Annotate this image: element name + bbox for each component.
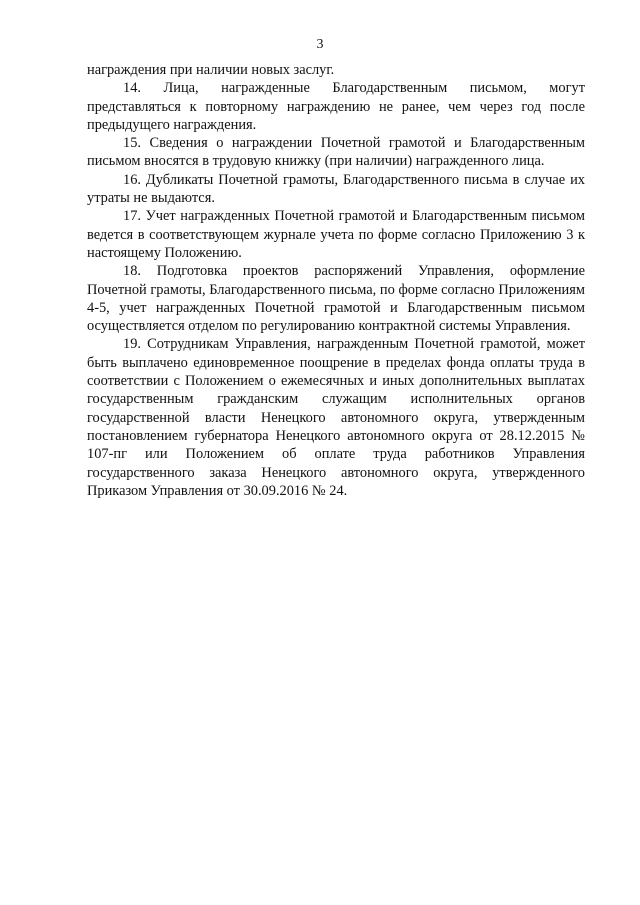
paragraph-14: 14. Лица, награжденные Благодарственным письмом, могут представляться к повторному награждению не ранее, чем через год после предыдущего награждения. [87, 80, 585, 133]
paragraph-15: 15. Сведения о награждении Почетной грамотой и Благодарственным письмом вносятся в трудовую книжку (при наличии) награжденного лица. [87, 135, 585, 170]
paragraph-19: 19. Сотрудникам Управления, награжденным Почетной грамотой, может быть выплачено единовременное поощрение в пределах фонда оплаты труда в соответствии с Положением о ежемесячных и иных дополнительных выплатах государственным гражданским служащим исполнительных органов государственной власти Ненецкого автономного округа, утвержденным постановлением губернатора Ненецкого автономного округа от 28.12.2015 № 107-пг или Положением об оплате труда работников Управления государственного заказа Ненецкого автономного округа, утвержденного Приказом Управления от 30.09.2016 № 24. [87, 336, 585, 499]
paragraph-18: 18. Подготовка проектов распоряжений Управления, оформление Почетной грамоты, Благодарственного письма, по форме согласно Приложениям 4-5, учет награжденных Почетной грамотой и Благодарственным письмом осуществляется отделом по регулированию контрактной системы Управления. [87, 263, 585, 335]
document-body [87, 61, 585, 500]
paragraph-13-continuation: награждения при наличии новых заслуг. [87, 62, 335, 78]
page-number: 3 [316, 37, 324, 52]
paragraph-16: 16. Дубликаты Почетной грамоты, Благодарственного письма в случае их утраты не выдаются. [87, 171, 585, 207]
paragraph-17: 17. Учет награжденных Почетной грамотой и Благодарственным письмом ведется в соответствующем журнале учета по форме согласно Приложению 3 к настоящему Положению. [87, 208, 585, 261]
